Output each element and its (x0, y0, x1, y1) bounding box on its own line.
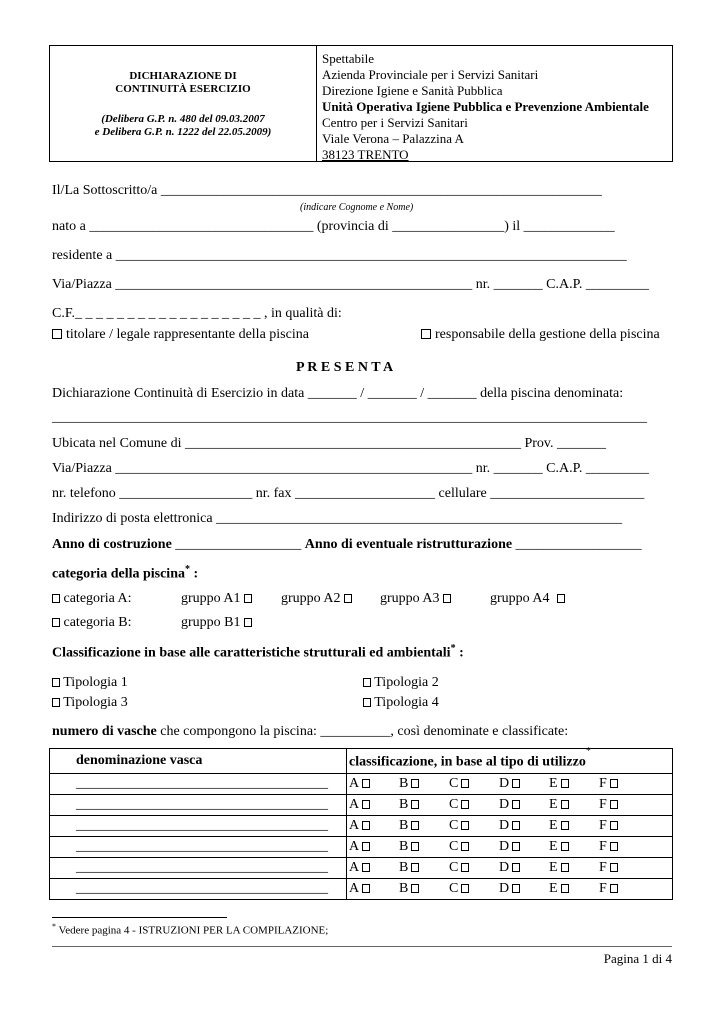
checkbox-icon[interactable] (610, 779, 618, 788)
vasca-name-cell[interactable] (50, 816, 347, 837)
checkbox-icon[interactable] (561, 842, 569, 851)
recipient-line: Centro per i Servizi Sanitari (322, 115, 468, 130)
class-letter: F (599, 881, 607, 896)
class-letter: A (349, 818, 360, 833)
table-row (50, 795, 673, 816)
class-letter: E (549, 839, 558, 854)
class-option-b[interactable] (397, 797, 447, 813)
footnote-asterisk: * (585, 745, 591, 757)
categoria-a-label: categoria A: (63, 591, 132, 606)
class-option-f[interactable] (597, 839, 647, 855)
footnote-asterisk: * (185, 564, 190, 575)
delibera-line2: e Delibera G.P. n. 1222 del 22.05.2009) (94, 126, 272, 138)
checkbox-icon[interactable] (52, 698, 60, 707)
sottoscritto-field[interactable]: Il/La Sottoscritto/a _______________________________________________________________ (52, 183, 602, 198)
class-option-d[interactable] (497, 860, 547, 876)
checkbox-icon[interactable] (561, 800, 569, 809)
class-letter: F (599, 839, 607, 854)
class-letter: D (499, 776, 510, 791)
class-option-e[interactable] (547, 881, 597, 897)
categoria-b-label: categoria B: (63, 615, 132, 630)
numero-vasche-label: numero di vasche (52, 724, 157, 739)
checkbox-icon[interactable] (561, 779, 569, 788)
class-letter: A (349, 881, 360, 896)
recipient-line: Azienda Provinciale per i Servizi Sanitari (322, 67, 539, 82)
classificazione-cell (347, 879, 673, 900)
class-letter: E (549, 860, 558, 875)
via-field[interactable]: Via/Piazza ___________________________________________________ nr. _______ C.A.P. _________ (52, 277, 649, 292)
vasca-name-input[interactable]: ____________________________________ (76, 881, 328, 896)
vasca-name-input[interactable]: ____________________________________ (76, 776, 328, 791)
footnote (52, 922, 328, 937)
table-row (50, 837, 673, 858)
class-letter: B (399, 881, 409, 896)
classificazione-cell (347, 837, 673, 858)
denominazione-piscina-field[interactable]: _____________________________________________________________________________________ (52, 410, 647, 425)
class-option-b[interactable] (397, 776, 447, 792)
checkbox-icon[interactable] (561, 863, 569, 872)
checkbox-icon[interactable] (461, 779, 469, 788)
gruppo-a4-label: gruppo A4 (490, 591, 550, 606)
gruppo-a4-option[interactable] (490, 591, 565, 607)
class-letter: C (449, 839, 459, 854)
checkbox-icon[interactable] (344, 594, 352, 603)
vasca-name-input[interactable]: ____________________________________ (76, 860, 328, 875)
tipologia-3-option[interactable] (52, 695, 128, 711)
class-option-a[interactable] (347, 839, 397, 855)
tipologia-4-option[interactable] (363, 695, 439, 711)
checkbox-icon[interactable] (461, 800, 469, 809)
tipologia-1-option[interactable] (52, 675, 128, 691)
tipologia-2-option[interactable] (363, 675, 439, 691)
class-option-d[interactable] (497, 839, 547, 855)
class-letter: B (399, 839, 409, 854)
table-header-row (50, 749, 673, 774)
categoria-heading (52, 564, 198, 583)
checkbox-icon[interactable] (411, 800, 419, 809)
anno-ristrutturazione-label: Anno di eventuale ristrutturazione (304, 537, 513, 552)
tipologia-4-label: Tipologia 4 (374, 695, 439, 710)
doc-title (50, 70, 316, 96)
header-box (49, 45, 673, 162)
gruppo-a1-label: gruppo A1 (181, 591, 241, 606)
checkbox-icon[interactable] (512, 800, 520, 809)
page-number: Pagina 1 di 4 (603, 951, 672, 966)
recipient-line: Viale Verona – Palazzina A (322, 131, 464, 146)
checkbox-icon[interactable] (52, 678, 60, 687)
vasca-name-cell[interactable] (50, 774, 347, 795)
checkbox-icon[interactable] (512, 842, 520, 851)
recipient-address (322, 51, 649, 163)
checkbox-icon[interactable] (52, 594, 60, 603)
gruppo-b1-label: gruppo B1 (181, 615, 241, 630)
footnote-mark: * (52, 922, 56, 931)
checkbox-icon[interactable] (610, 821, 618, 830)
class-letter: D (499, 797, 510, 812)
checkbox-icon[interactable] (512, 821, 520, 830)
titolare-option[interactable] (52, 327, 309, 343)
recipient-line-unit: Unità Operativa Igiene Pubblica e Prevenzione Ambientale (322, 99, 649, 114)
nato-field[interactable]: nato a ________________________________ (provincia di ________________) il _____________ (52, 219, 615, 234)
gruppo-b1-option[interactable] (181, 615, 252, 631)
doc-title-line2: CONTINUITÀ ESERCIZIO (115, 83, 251, 95)
checkbox-icon[interactable] (411, 884, 419, 893)
class-letter: A (349, 839, 360, 854)
responsabile-label: responsabile della gestione della piscina (435, 327, 660, 342)
classificazione-heading (52, 643, 464, 662)
recipient-line-city: 38123 TRENTO (322, 147, 409, 162)
class-option-e[interactable] (547, 818, 597, 834)
class-letter: F (599, 818, 607, 833)
email-field[interactable]: Indirizzo di posta elettronica __________________________________________________________ (52, 511, 623, 526)
vasca-name-input[interactable]: ____________________________________ (76, 839, 328, 854)
footnote-asterisk: * (450, 643, 456, 654)
class-letter: E (549, 881, 558, 896)
gruppo-a1-option[interactable] (181, 591, 252, 607)
tipologia-3-label: Tipologia 3 (63, 695, 128, 710)
checkbox-icon[interactable] (610, 863, 618, 872)
categoria-title: categoria della piscina (52, 566, 185, 582)
table-row (50, 879, 673, 900)
delibera-ref (50, 113, 316, 139)
class-option-b[interactable] (397, 839, 447, 855)
class-letter: D (499, 881, 510, 896)
checkbox-icon[interactable] (461, 821, 469, 830)
class-letter: B (399, 860, 409, 875)
class-letter: F (599, 797, 607, 812)
class-letter: A (349, 776, 360, 791)
class-option-c[interactable] (447, 860, 497, 876)
class-letter: C (449, 776, 459, 791)
anno-ristrutturazione-input[interactable]: __________________ (515, 537, 642, 552)
presenta-heading: P R E S E N T A (296, 360, 394, 375)
classificazione-cell (347, 858, 673, 879)
checkbox-icon[interactable] (561, 884, 569, 893)
class-option-f[interactable] (597, 881, 647, 897)
checkbox-icon[interactable] (362, 800, 370, 809)
classificazione-cell (347, 816, 673, 837)
class-option-c[interactable] (447, 818, 497, 834)
class-letter: A (349, 860, 360, 875)
residente-field[interactable]: residente a _________________________________________________________________________ (52, 248, 627, 263)
categoria-a-option[interactable] (52, 591, 132, 607)
anni-row[interactable] (52, 537, 642, 553)
table-row (50, 774, 673, 795)
checkbox-icon[interactable] (52, 329, 62, 339)
checkbox-icon[interactable] (512, 863, 520, 872)
class-letter: E (549, 797, 558, 812)
colon: : (193, 566, 199, 582)
vasca-name-cell[interactable] (50, 795, 347, 816)
checkbox-icon[interactable] (362, 779, 370, 788)
anno-costruzione-input[interactable]: __________________ (175, 537, 302, 552)
gruppo-a2-label: gruppo A2 (281, 591, 341, 606)
class-option-d[interactable] (497, 818, 547, 834)
categoria-b-option[interactable] (52, 615, 132, 631)
class-letter: B (399, 776, 409, 791)
via-piscina-field[interactable]: Via/Piazza ___________________________________________________ nr. _______ C.A.P. _________ (52, 461, 649, 476)
checkbox-icon[interactable] (362, 884, 370, 893)
cognome-hint: (indicare Cognome e Nome) (300, 202, 414, 213)
footnote-rule (52, 917, 227, 918)
checkbox-icon[interactable] (461, 842, 469, 851)
class-letter: C (449, 860, 459, 875)
responsabile-option[interactable] (421, 327, 660, 343)
checkbox-icon[interactable] (512, 884, 520, 893)
class-option-f[interactable] (597, 818, 647, 834)
class-option-d[interactable] (497, 881, 547, 897)
vasca-name-cell[interactable] (50, 837, 347, 858)
checkbox-icon[interactable] (362, 821, 370, 830)
class-letter: E (549, 818, 558, 833)
class-option-b[interactable] (397, 818, 447, 834)
checkbox-icon[interactable] (443, 594, 451, 603)
table-row (50, 816, 673, 837)
class-option-a[interactable] (347, 860, 397, 876)
checkbox-icon[interactable] (411, 842, 419, 851)
class-option-e[interactable] (547, 839, 597, 855)
class-letter: D (499, 839, 510, 854)
cf-field[interactable]: C.F._ _ _ _ _ _ _ _ _ _ _ _ _ _ _ _ _ _ , in qualità di: (52, 306, 342, 321)
class-option-f[interactable] (597, 860, 647, 876)
numero-vasche-field[interactable] (52, 724, 568, 740)
class-option-a[interactable] (347, 797, 397, 813)
class-letter: F (599, 860, 607, 875)
vasca-name-cell[interactable] (50, 879, 347, 900)
titolare-label: titolare / legale rappresentante della piscina (66, 327, 309, 342)
table-row (50, 858, 673, 879)
doc-title-line1: DICHIARAZIONE DI (129, 70, 237, 82)
col-classificazione-header (347, 745, 673, 774)
class-letter: D (499, 818, 510, 833)
vasca-name-cell[interactable] (50, 858, 347, 879)
checkbox-icon[interactable] (610, 800, 618, 809)
class-letter: A (349, 797, 360, 812)
class-letter: C (449, 881, 459, 896)
dichiarazione-data-field[interactable]: Dichiarazione Continuità di Esercizio in data _______ / _______ / _______ della piscina denominata: (52, 386, 624, 401)
telefono-field[interactable]: nr. telefono ___________________ nr. fax ____________________ cellulare ______________________ (52, 486, 645, 501)
recipient-line: Direzione Igiene e Sanità Pubblica (322, 83, 503, 98)
checkbox-icon[interactable] (411, 779, 419, 788)
gruppo-a2-option[interactable] (281, 591, 352, 607)
col-denominazione-header: denominazione vasca (50, 749, 347, 774)
checkbox-icon[interactable] (362, 842, 370, 851)
class-option-d[interactable] (497, 776, 547, 792)
checkbox-icon[interactable] (610, 842, 618, 851)
class-option-c[interactable] (447, 797, 497, 813)
vasca-name-input[interactable]: ____________________________________ (76, 818, 328, 833)
class-option-e[interactable] (547, 797, 597, 813)
classificazione-cell (347, 774, 673, 795)
class-letter: C (449, 818, 459, 833)
numero-vasche-text: che compongono la piscina: __________, così denominate e classificate: (156, 724, 569, 739)
checkbox-icon[interactable] (362, 863, 370, 872)
class-letter: E (549, 776, 558, 791)
gruppo-a3-option[interactable] (380, 591, 451, 607)
class-letter: F (599, 776, 607, 791)
class-option-a[interactable] (347, 776, 397, 792)
checkbox-icon[interactable] (461, 884, 469, 893)
checkbox-icon[interactable] (512, 779, 520, 788)
recipient-line: Spettabile (322, 51, 374, 66)
class-option-f[interactable] (597, 776, 647, 792)
ubicata-field[interactable]: Ubicata nel Comune di ________________________________________________ Prov. _______ (52, 436, 607, 451)
footnote-text: Vedere pagina 4 - ISTRUZIONI PER LA COMPILAZIONE; (56, 924, 329, 937)
class-option-c[interactable] (447, 881, 497, 897)
class-letter: B (399, 797, 409, 812)
tipologia-1-label: Tipologia 1 (63, 675, 128, 690)
checkbox-icon[interactable] (557, 594, 565, 603)
vasche-table (49, 745, 673, 900)
class-option-e[interactable] (547, 860, 597, 876)
class-letter: B (399, 818, 409, 833)
class-option-b[interactable] (397, 860, 447, 876)
checkbox-icon[interactable] (411, 821, 419, 830)
checkbox-icon[interactable] (244, 618, 252, 627)
checkbox-icon[interactable] (411, 863, 419, 872)
col-classificazione-label: classificazione, in base al tipo di utilizzo (349, 754, 586, 770)
class-option-a[interactable] (347, 818, 397, 834)
class-option-c[interactable] (447, 839, 497, 855)
header-divider (316, 46, 317, 161)
checkbox-icon[interactable] (421, 329, 431, 339)
class-option-f[interactable] (597, 797, 647, 813)
checkbox-icon[interactable] (363, 698, 371, 707)
class-option-e[interactable] (547, 776, 597, 792)
checkbox-icon[interactable] (561, 821, 569, 830)
class-option-d[interactable] (497, 797, 547, 813)
class-letter: D (499, 860, 510, 875)
class-option-c[interactable] (447, 776, 497, 792)
checkbox-icon[interactable] (52, 618, 60, 627)
gruppo-a3-label: gruppo A3 (380, 591, 440, 606)
checkbox-icon[interactable] (461, 863, 469, 872)
class-option-b[interactable] (397, 881, 447, 897)
checkbox-icon[interactable] (363, 678, 371, 687)
vasca-name-input[interactable]: ____________________________________ (76, 797, 328, 812)
class-option-a[interactable] (347, 881, 397, 897)
anno-costruzione-label: Anno di costruzione (52, 537, 172, 552)
class-letter: C (449, 797, 459, 812)
classificazione-cell (347, 795, 673, 816)
footer-rule (52, 946, 672, 947)
tipologia-2-label: Tipologia 2 (374, 675, 439, 690)
checkbox-icon[interactable] (610, 884, 618, 893)
classificazione-title: Classificazione in base alle caratteristiche strutturali ed ambientali (52, 645, 451, 661)
delibera-line1: (Delibera G.P. n. 480 del 09.03.2007 (101, 113, 265, 125)
colon: : (459, 645, 464, 661)
checkbox-icon[interactable] (244, 594, 252, 603)
